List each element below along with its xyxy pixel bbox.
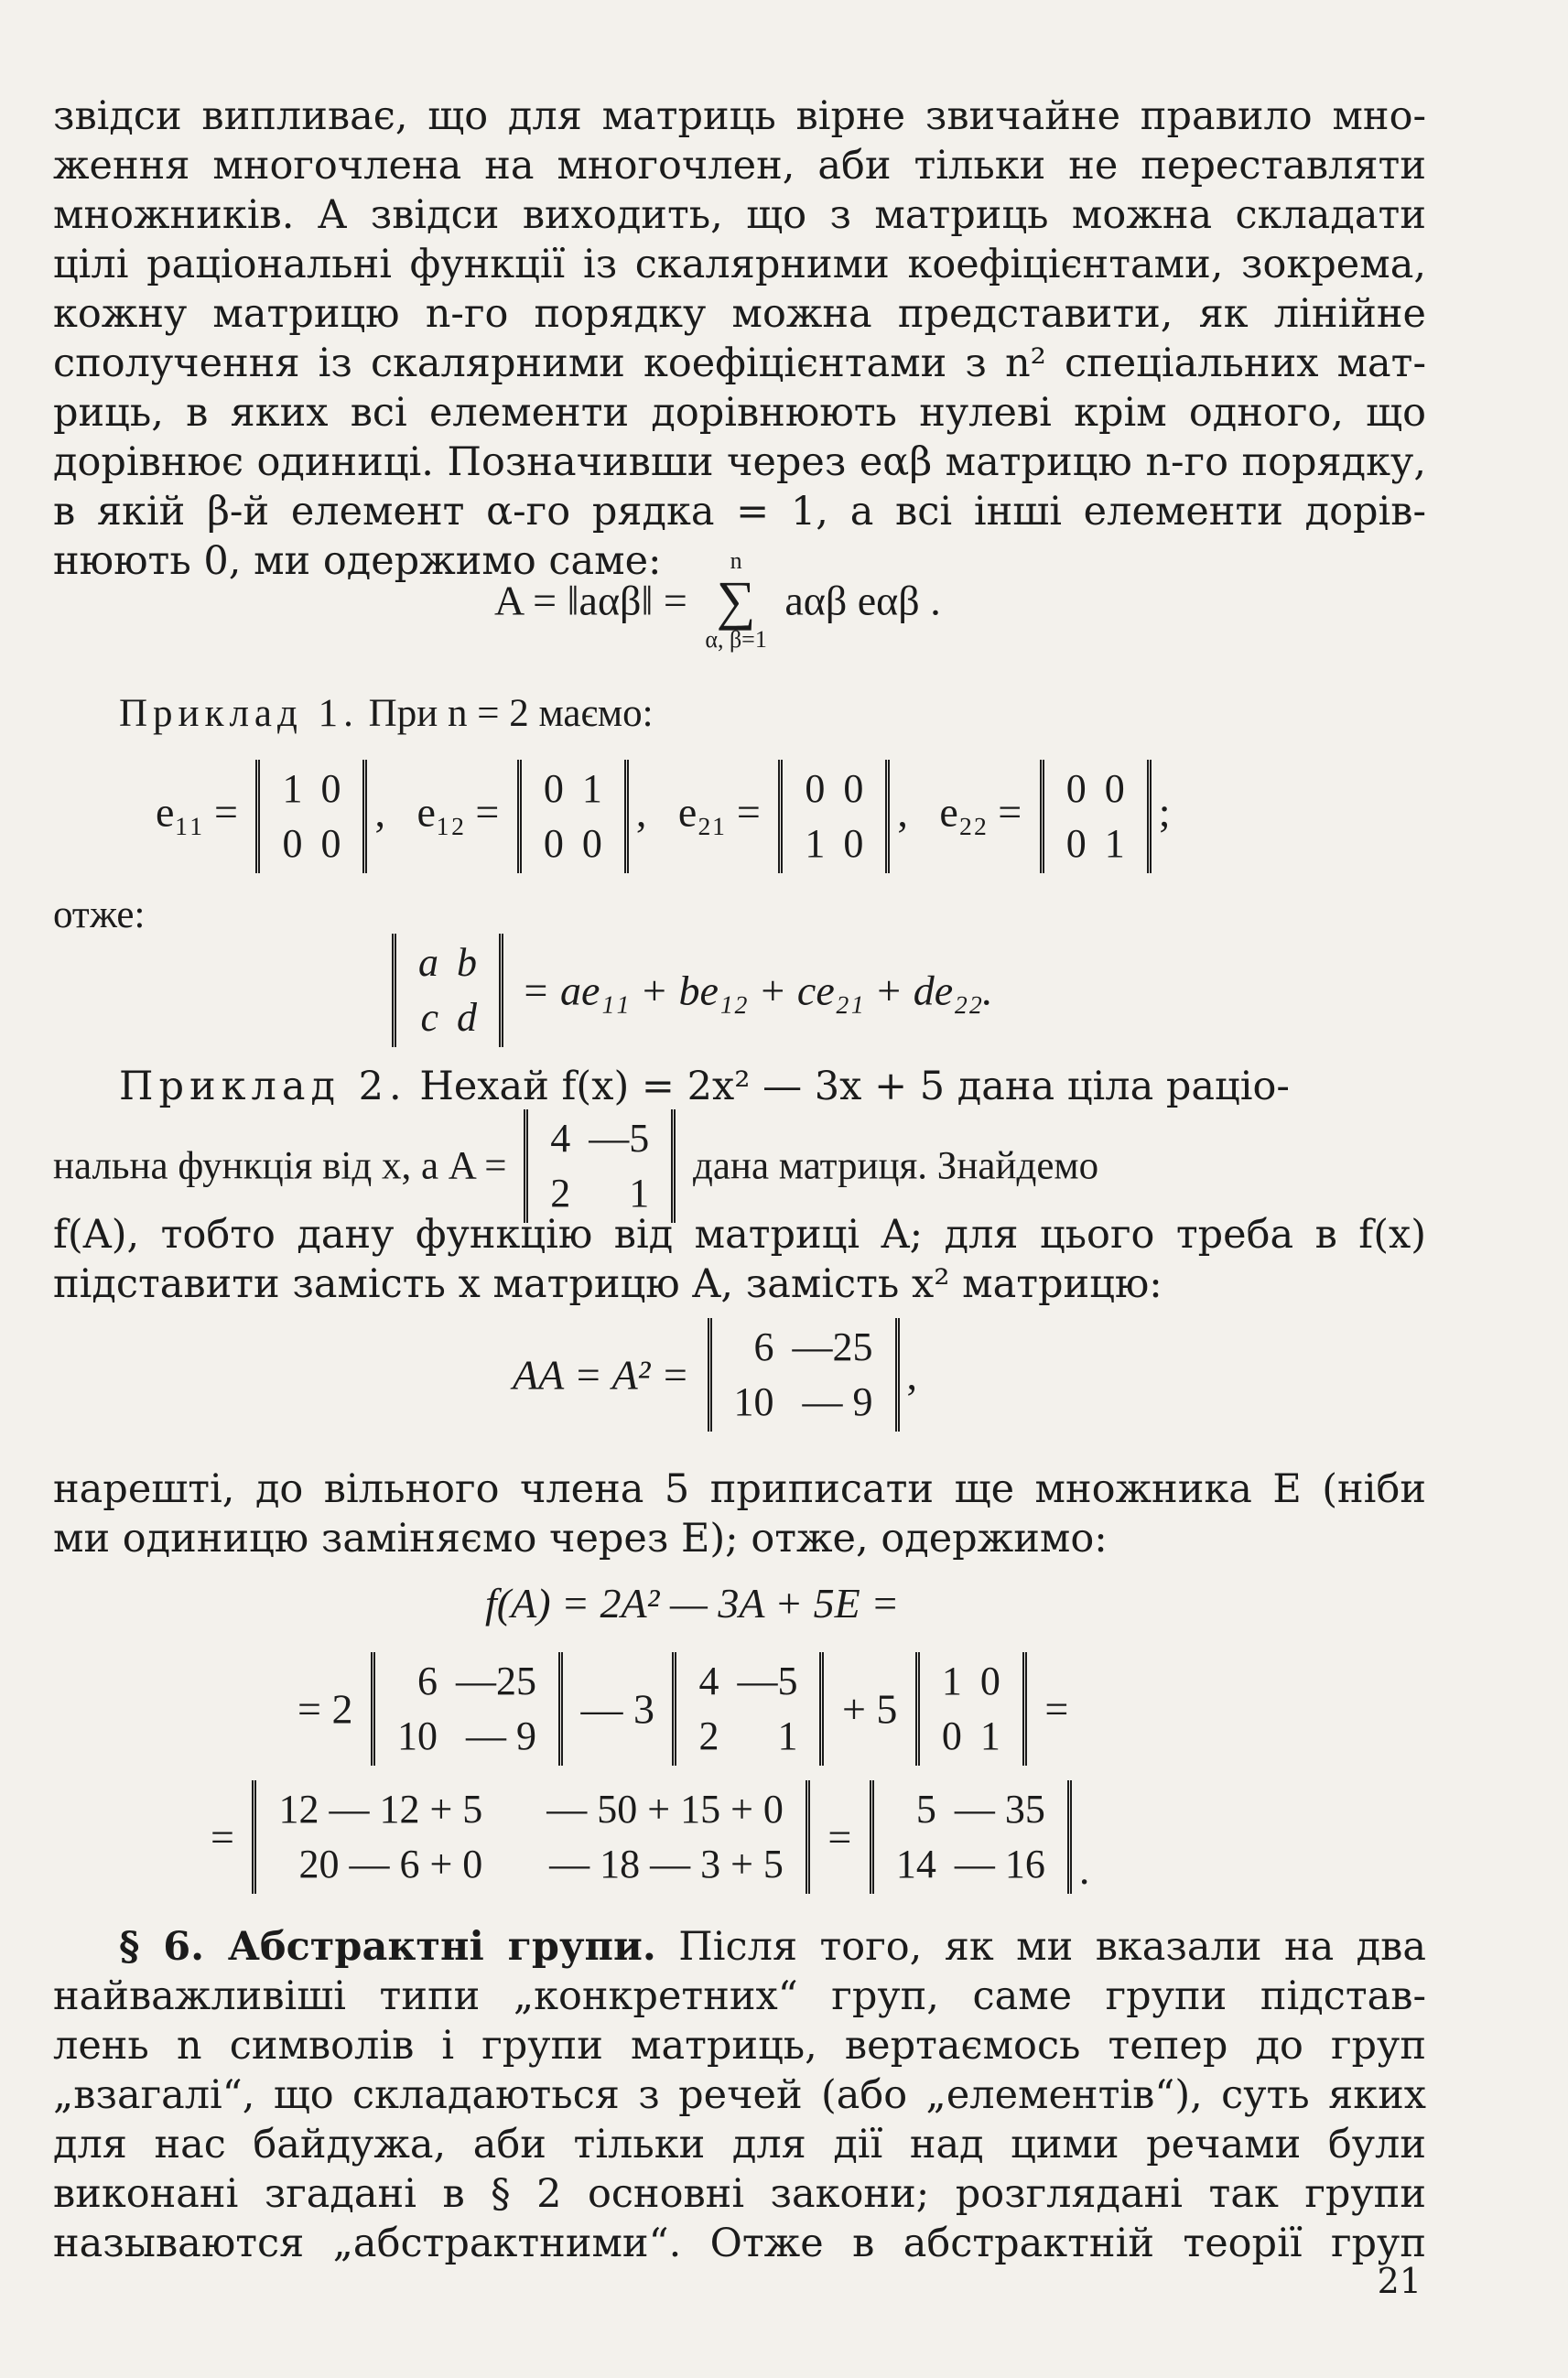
matrix-cell: — 50 + 15 + 0 (546, 1787, 784, 1832)
matrix-cell: 12 — 12 + 5 (278, 1787, 483, 1832)
text-line: звідси випливає, що для матриць вірне звичайне правило мно- (53, 93, 1426, 139)
text-line: дорівнює одиниці. Позначивши через eαβ матрицю n-го порядку, (53, 439, 1426, 485)
matrix-cell: a (418, 940, 438, 985)
matrix-e11 (255, 760, 367, 873)
matrix-cell: 2 (550, 1171, 571, 1216)
matrix-cell: 4 (698, 1659, 719, 1703)
example2-lines-2 (53, 1465, 1426, 1563)
matrix-e22 (1040, 760, 1152, 873)
formula-fA-row2 (297, 1652, 1068, 1766)
text-line: кожну матрицю n-го порядку можна представити, як лінійне (53, 291, 1426, 337)
text-line: ми одиницю заміняємо через E); отже, одержимо: (53, 1516, 1108, 1562)
equals-sign: = (827, 1813, 852, 1861)
separator: , (374, 788, 385, 836)
matrix-name: e₂₂ = (939, 788, 1022, 836)
text-line: нюють 0, ми одержимо саме: (53, 538, 662, 584)
matrix-result (870, 1780, 1072, 1894)
example2-line2 (53, 1109, 1098, 1223)
separator: , (635, 788, 647, 836)
matrix-cell: — 16 (954, 1842, 1045, 1886)
matrix-A (672, 1652, 824, 1766)
matrix-name: e₁₂ = (416, 788, 500, 836)
paragraph-intro (53, 92, 1426, 586)
text-line: в якій β-й елемент α-го рядка = 1, а всі інші елементи дорів- (53, 489, 1426, 535)
matrix-cell: 1 (979, 1713, 1000, 1758)
matrix-cell: 0 (805, 766, 826, 811)
matrix-cell: 0 (979, 1659, 1000, 1703)
unit-matrices-row (156, 760, 1171, 873)
formula-fA-row3 (211, 1780, 1089, 1894)
example2-line2-pre: нальна функція від x, а A = (53, 1144, 507, 1188)
separator: ; (1158, 788, 1171, 836)
section6-paragraph (53, 1922, 1426, 2268)
matrix-cell: 6 (416, 1659, 438, 1703)
matrix-cell: — 9 (465, 1713, 536, 1758)
coefficient: = 2 (297, 1685, 353, 1733)
matrix-cell: — 9 (802, 1379, 873, 1424)
equals-sign: = (1044, 1685, 1069, 1733)
example1-text: При n = 2 маємо: (368, 692, 654, 735)
matrix-cell: 1 (941, 1659, 962, 1703)
matrix-cell: c (420, 995, 438, 1040)
matrix-A-squared (708, 1318, 900, 1432)
formula-abcd (384, 934, 993, 1047)
page-number: 21 (1377, 2261, 1422, 2301)
otzhe-label: отже: (53, 893, 146, 936)
matrix-cell: —5 (737, 1659, 798, 1703)
matrix-cell: 0 (282, 821, 303, 866)
section-text: Після того, як ми вказали на два (655, 1924, 1427, 1970)
example2-lines (53, 1210, 1426, 1309)
matrix-cell: 0 (941, 1713, 962, 1758)
matrix-cell: d (457, 995, 477, 1040)
matrix-cell: 1 (805, 821, 826, 866)
matrix-cell: 1 (1104, 821, 1125, 866)
example2-line (119, 1062, 1426, 1111)
example2-label: Приклад 2. (119, 1064, 407, 1109)
matrix-cell: 0 (320, 821, 341, 866)
matrix-cell: 0 (1104, 766, 1125, 811)
section-heading: § 6. Абстрактні групи. (119, 1924, 656, 1970)
matrix-cell: 14 (895, 1842, 936, 1886)
matrix-cell: 0 (543, 821, 564, 866)
example1-heading (119, 691, 654, 736)
equals-sign: = (211, 1813, 234, 1861)
example2-line1 (119, 1062, 1426, 1111)
matrix-A-squared (371, 1652, 563, 1766)
formula-AA (513, 1318, 917, 1432)
separator: , (897, 788, 908, 836)
matrix-name: e₁₁ = (156, 788, 238, 836)
separator: , (906, 1351, 918, 1399)
formula-lhs: A = ‖aαβ‖ = (494, 577, 687, 624)
matrix-cell: —25 (792, 1324, 873, 1369)
matrix-name: e₂₁ = (677, 788, 761, 836)
matrix-e12 (517, 760, 629, 873)
formula-fA: f(A) = 2A² — 3A + 5E = (485, 1580, 900, 1627)
matrix-E (915, 1652, 1027, 1766)
matrix-A (524, 1109, 676, 1223)
matrix-cell: — 18 — 3 + 5 (549, 1842, 784, 1886)
matrix-cell: 1 (581, 766, 602, 811)
matrix-sum-expanded (252, 1780, 809, 1894)
text-line: f(A), тобто дану функцію від матриці A; для цього треба в f(x) (53, 1212, 1426, 1258)
matrix-cell: 5 (915, 1787, 936, 1832)
matrix-cell: 20 — 6 + 0 (298, 1842, 483, 1886)
coefficient: — 3 (580, 1685, 654, 1733)
example1-label: Приклад 1. (119, 692, 359, 735)
sum-upper-limit: n (730, 547, 742, 574)
matrix-abcd (392, 934, 503, 1047)
sum-operator (705, 549, 767, 652)
sum-symbol: ∑ (716, 570, 756, 631)
matrix-e21 (778, 760, 890, 873)
text-line: ження многочлена на многочлен, аби тільки не переставляти (53, 143, 1426, 189)
coefficient: + 5 (841, 1685, 898, 1733)
text-line: виконані згадані в § 2 основні закони; розглядані так групи (53, 2171, 1426, 2217)
matrix-cell: 0 (1065, 766, 1087, 811)
matrix-cell: 1 (629, 1171, 650, 1216)
matrix-cell: 0 (581, 821, 602, 866)
matrix-cell: 4 (550, 1116, 571, 1161)
text-line: множників. А звідси виходить, що з матриць можна складати (53, 192, 1426, 238)
matrix-cell: 0 (843, 766, 864, 811)
formula-matrix-sum (494, 549, 941, 652)
text-line: цілі раціональні функції із скалярними коефіцієнтами, зокрема, (53, 242, 1426, 287)
text-line: риць, в яких всі елементи дорівнюють нулеві крім одного, що (53, 390, 1426, 436)
sum-lower-limit: α, β=1 (705, 626, 767, 653)
example2-line1-text: Нехай f(x) = 2x² — 3x + 5 дана ціла раціо- (419, 1064, 1290, 1109)
text-line: для нас байдужа, аби тільки для дії над цими речами були (53, 2122, 1426, 2167)
text-line: нарешті, до вільного члена 5 приписати ще множника E (ніби (53, 1466, 1426, 1512)
text-line: сполучення із скалярними коефіцієнтами з n² спеціальних мат- (53, 340, 1426, 386)
matrix-cell: 0 (1065, 821, 1087, 866)
matrix-cell: 0 (843, 821, 864, 866)
example2-line2-post: дана матриця. Знайдемо (692, 1144, 1099, 1188)
matrix-cell: 1 (777, 1713, 798, 1758)
text-line: лень n символів і групи матриць, вертаємось тепер до груп (53, 2023, 1426, 2069)
text-line: называются „абстрактними“. Отже в абстрактній теорії груп (53, 2221, 1426, 2266)
formula-rhs: = ae₁₁ + be₁₂ + ce₂₁ + de₂₂. (521, 967, 993, 1014)
text-line: „взагалі“, що складаються з речей (або „елементів“), суть яких (53, 2072, 1426, 2118)
matrix-cell: 0 (320, 766, 341, 811)
matrix-cell: — 35 (954, 1787, 1045, 1832)
text-line: підставити замість x матрицю A, замість x² матрицю: (53, 1261, 1162, 1307)
matrix-cell: 2 (698, 1713, 719, 1758)
matrix-cell: b (457, 940, 477, 985)
matrix-cell: —25 (455, 1659, 536, 1703)
matrix-cell: 0 (543, 766, 564, 811)
matrix-cell: 6 (753, 1324, 774, 1369)
matrix-cell: —5 (589, 1116, 650, 1161)
section6-first-line (53, 1922, 1426, 1972)
formula-lhs: AA = A² = (513, 1351, 690, 1399)
formula-rhs: aαβ eαβ . (784, 577, 941, 624)
matrix-cell: 10 (396, 1713, 438, 1758)
text-line: найважливіші типи „конкретних“ груп, саме групи підстав- (53, 1973, 1426, 2019)
matrix-cell: 1 (282, 766, 303, 811)
period: . (1078, 1846, 1090, 1893)
matrix-cell: 10 (733, 1379, 774, 1424)
